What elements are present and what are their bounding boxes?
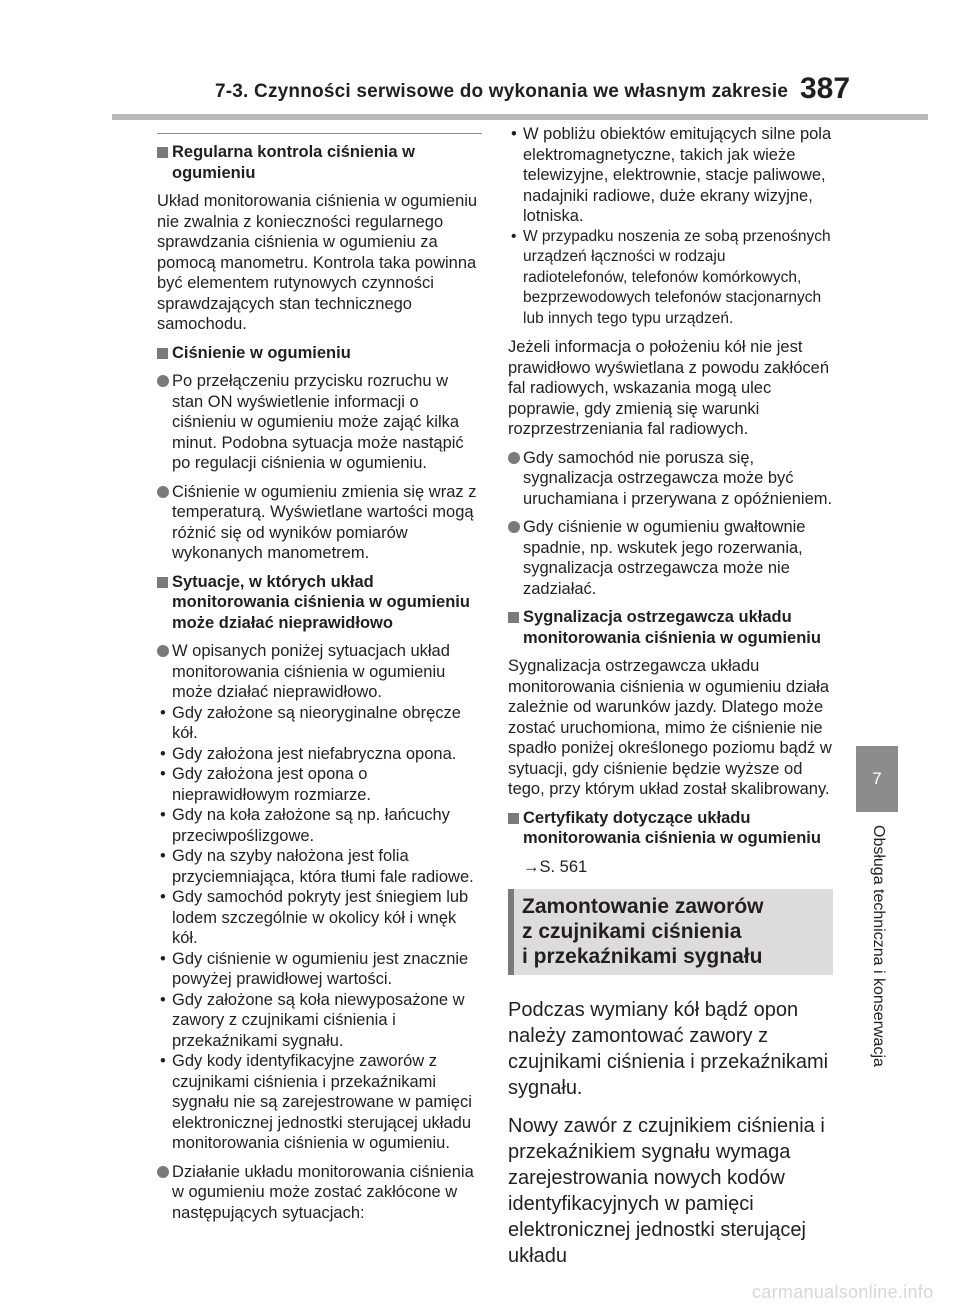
- list-item: • W przypadku noszenia ze sobą przenośnych urządzeń łączności w rodzaju radiotelefonów, telefonów komórkowych, bezprzewodowych telefonów stacjonarnych lub innych tego typu urządzeń.: [508, 227, 833, 330]
- circle-bullet-icon: [157, 486, 169, 498]
- paragraph-regular-check: Układ monitorowania ciśnienia w ogumieniu nie zwalnia z konieczności regularnego sprawdzania ciśnienia w ogumieniu za pomocą manometru. Kontrola taka powinna być elementem rutynowych czynności sprawdzających stan technicznego samochodu.: [157, 192, 478, 333]
- heading-tire-pressure: Ciśnienie w ogumieniu: [157, 343, 482, 364]
- list-item: • Gdy ciśnienie w ogumieniu jest znacznie powyżej prawidłowej wartości.: [157, 949, 482, 990]
- page-reference-link[interactable]: →S. 561: [523, 857, 588, 876]
- circle-bullet-icon: [508, 452, 520, 464]
- chapter-tab[interactable]: 7: [856, 746, 898, 812]
- list-item: • Gdy założona jest niefabryczna opona.: [157, 744, 482, 765]
- section-title-box: [508, 889, 833, 975]
- watermark: carmanualsonline.info: [752, 1282, 934, 1302]
- list-item: • Gdy na koła założone są np. łańcuchy przeciwpoślizgowe.: [157, 805, 482, 846]
- heading-regular-check: Regularna kontrola ciśnienia w ogumieniu: [157, 142, 482, 183]
- square-bullet-icon: [157, 147, 168, 158]
- square-bullet-icon: [157, 577, 168, 588]
- heading-certificates: Certyfikaty dotyczące układu monitorowania ciśnienia w ogumieniu: [508, 808, 833, 849]
- paragraph-valve-install: Podczas wymiany kół bądź opon należy zamontować zawory z czujnikami ciśnienia i przekaźnikami sygnału.: [508, 999, 829, 1099]
- left-column: [157, 133, 482, 1231]
- list-item: • Gdy założona jest opona o nieprawidłowym rozmiarze.: [157, 764, 482, 805]
- note-situations-intro: W opisanych poniżej sytuacjach układ monitorowania ciśnienia w ogumieniu może działać nieprawidłowo.: [157, 641, 482, 703]
- circle-bullet-icon: [157, 1166, 169, 1178]
- section-title-line: i przekaźnikami sygnału: [522, 945, 763, 968]
- header-divider: [112, 114, 928, 120]
- circle-bullet-icon: [157, 375, 169, 387]
- section-title-line: Zamontowanie zaworów: [522, 895, 764, 918]
- note-temperature: Ciśnienie w ogumieniu zmienia się wraz z temperaturą. Wyświetlane wartości mogą różnić się od wyników pomiarów wykonanych manometrem.: [157, 482, 482, 564]
- circle-bullet-icon: [508, 521, 520, 533]
- heading-malfunction-situations: Sytuacje, w których układ monitorowania ciśnienia w ogumieniu może działać nieprawidłowo: [157, 572, 482, 634]
- square-bullet-icon: [508, 813, 519, 824]
- paragraph-valve-registration: Nowy zawór z czujnikiem ciśnienia i przekaźnikiem sygnału wymaga zarejestrowania nowych kodów identyfikacyjnych w pamięci elektronicznej jednostki sterującej układu: [508, 1115, 825, 1267]
- paragraph-warning-signal: Sygnalizacja ostrzegawcza układu monitorowania ciśnienia w ogumieniu działa zależnie od warunków jazdy. Dlatego może zostać uruchomiona, mimo że ciśnienie nie spadło poniżej określonego poziomu bądź w sytuacji, gdy ciśnienie będzie wyższe od tego, przy którym układ został skalibrowany.: [508, 657, 832, 798]
- list-item: • Gdy założone są nieoryginalne obręcze kół.: [157, 703, 482, 744]
- chapter-label: Obsługa techniczna i konserwacja: [870, 825, 887, 1067]
- list-item: • Gdy kody identyfikacyjne zaworów z czujnikami ciśnienia i przekaźnikami sygnału nie są zarejestrowane w pamięci elektronicznej jednostki sterującej układu monitorowania ciśnienia w ogumieniu.: [157, 1051, 482, 1154]
- list-item: • W pobliżu obiektów emitujących silne pola elektromagnetyczne, takich jak wieże telewizyjne, elektrownie, stacje paliwowe, nadajniki radiowe, duże ekrany wizyjne, lotniska.: [508, 124, 833, 227]
- circle-bullet-icon: [157, 645, 169, 657]
- header-title: 7-3. Czynności serwisowe do wykonania we własnym zakresie: [215, 81, 789, 102]
- square-bullet-icon: [508, 612, 519, 623]
- section-title-line: z czujnikami ciśnienia: [522, 920, 742, 943]
- square-bullet-icon: [157, 348, 168, 359]
- note-display-delay: Po przełączeniu przycisku rozruchu w stan ON wyświetlenie informacji o ciśnieniu w ogumieniu może zająć kilka minut. Podobna sytuacja może nastąpić po regulacji ciśnienia w ogumieniu.: [157, 371, 482, 474]
- page-number: 387: [800, 72, 851, 105]
- list-item: • Gdy na szyby nałożona jest folia przyciemniająca, która tłumi fale radiowe.: [157, 846, 482, 887]
- paragraph-wheel-position: Jeżeli informacja o położeniu kół nie jest prawidłowo wyświetlana z powodu zakłóceń fal radiowych, wskazania mogą ulec poprawie, gdy zmienią się warunki rozprzestrzeniania fal radiowych.: [508, 338, 830, 438]
- list-item: • Gdy samochód pokryty jest śniegiem lub lodem szczególnie w okolicy kół i wnęk kół.: [157, 887, 482, 949]
- heading-warning-signal: Sygnalizacja ostrzegawcza układu monitorowania ciśnienia w ogumieniu: [508, 607, 833, 648]
- note-interference: Działanie układu monitorowania ciśnienia w ogumieniu może zostać zakłócone w następujących sytuacjach:: [157, 1162, 482, 1224]
- list-item: • Gdy założone są koła niewyposażone w zawory z czujnikami ciśnienia i przekaźnikami sygnału.: [157, 990, 482, 1052]
- note-stationary: Gdy samochód nie porusza się, sygnalizacja ostrzegawcza może być uruchamiana i przerywana z opóźnieniem.: [508, 448, 833, 510]
- right-column: [508, 124, 833, 1281]
- note-sudden-drop: Gdy ciśnienie w ogumieniu gwałtownie spadnie, np. wskutek jego rozerwania, sygnalizacja ostrzegawcza może nie zadziałać.: [508, 517, 833, 599]
